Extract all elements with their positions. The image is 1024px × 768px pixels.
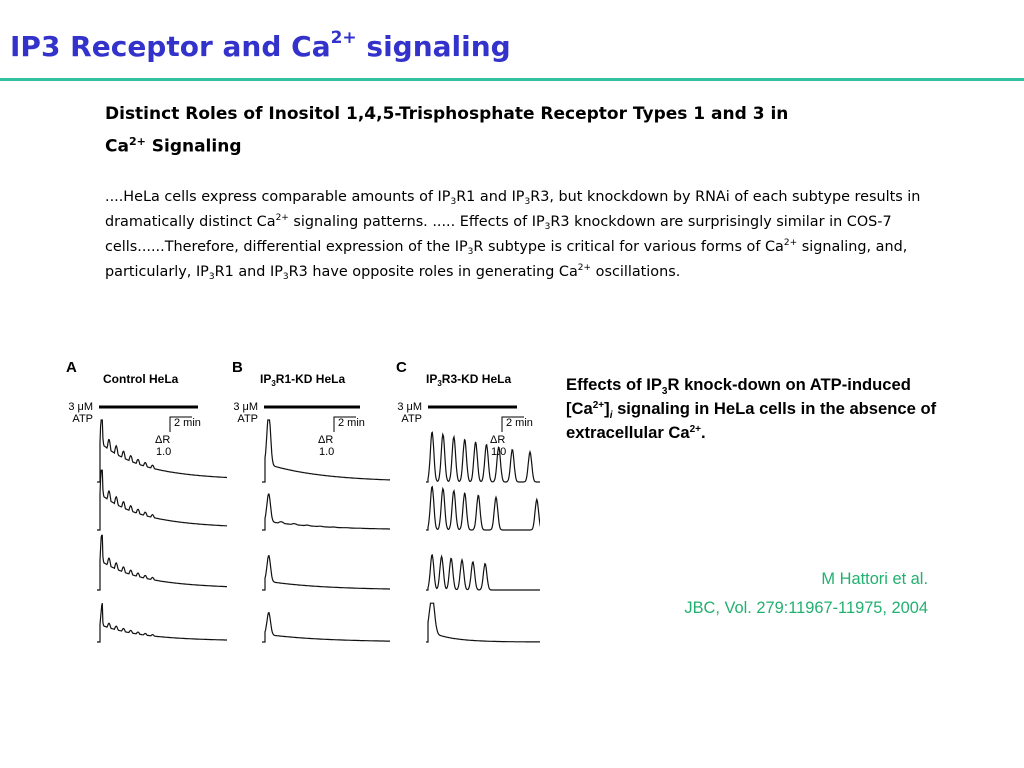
subscript: 3 xyxy=(467,247,474,257)
paper-title xyxy=(105,100,925,161)
caption-text: R knock-down on ATP-induced [Ca xyxy=(566,375,911,418)
trace xyxy=(97,603,227,642)
time-scale-label: 2 min xyxy=(506,417,533,429)
subscript: 3 xyxy=(208,272,215,282)
abstract-text: R3 knockdown are surprisingly similar in COS-7 cells......Therefore, differential expression of the IP xyxy=(105,214,892,255)
trace xyxy=(426,603,540,642)
subscript: 3 xyxy=(524,197,531,207)
trace xyxy=(426,432,540,482)
ratio-label: ΔR xyxy=(155,434,171,446)
ratio-label: ΔR xyxy=(318,434,334,446)
title-divider xyxy=(0,78,1024,81)
abstract-text: R3 have opposite roles in generating Ca xyxy=(288,264,578,280)
superscript: 2+ xyxy=(689,424,702,435)
trace xyxy=(97,535,227,590)
stim-conc-label: 3 μM xyxy=(397,401,422,413)
ratio-value: 1.0 xyxy=(319,446,335,458)
paper-title-line2-end: Signaling xyxy=(145,136,242,157)
panel-c xyxy=(396,359,540,642)
caption-text: . xyxy=(701,423,706,442)
subscript: i xyxy=(609,410,613,421)
panel-title-a: Control HeLa xyxy=(103,372,179,386)
stim-conc-label: 3 μM xyxy=(233,401,258,413)
trace xyxy=(262,494,390,530)
panel-title-b: $IP_3R1-KD$ HeLa xyxy=(260,372,346,388)
citation-author: M Hattori et al. xyxy=(821,570,928,588)
subscript: 3 xyxy=(544,222,551,232)
panel-letter-a: A xyxy=(66,359,77,376)
ratio-value: 1.0 xyxy=(491,446,507,458)
calcium-trace-figure xyxy=(62,350,540,650)
paper-title-line2: Ca xyxy=(105,136,129,157)
caption-text: Effects of IP xyxy=(566,375,662,394)
superscript: 2+ xyxy=(275,213,289,223)
trace xyxy=(426,555,540,590)
panel-title-c: $IP_3R3-KD$ HeLa xyxy=(426,372,512,388)
slide-title-text: IP3 Receptor and Ca xyxy=(10,30,331,63)
time-scale-label: 2 min xyxy=(174,417,201,429)
abstract-text: ....HeLa cells express comparable amounts of IP xyxy=(105,189,451,205)
panel-letter-c: C xyxy=(396,359,407,376)
paper-title-line1: Distinct Roles of Inositol 1,4,5-Trisphosphate Receptor Types 1 and 3 in xyxy=(105,104,789,124)
caption-text: signaling in HeLa cells in the absence of extracellular Ca xyxy=(566,399,937,442)
subscript: 3 xyxy=(450,197,457,207)
stim-name-label: ATP xyxy=(72,413,93,425)
abstract-text: R1 and IP xyxy=(456,189,525,205)
slide-title-superscript: 2+ xyxy=(330,28,357,48)
figure-caption xyxy=(566,373,941,445)
caption-text: ] xyxy=(604,399,610,418)
stim-name-label: ATP xyxy=(237,413,258,425)
abstract-text: R subtype is critical for various forms of Ca xyxy=(473,239,784,255)
trace xyxy=(97,470,227,530)
subscript: 3 xyxy=(661,386,668,397)
abstract-text: signaling, and, particularly, IP xyxy=(105,239,908,280)
abstract-excerpt xyxy=(105,185,935,285)
trace xyxy=(262,556,390,590)
abstract-text: R3, but knockdown by RNAi of each subtype results in dramatically distinct Ca xyxy=(105,189,921,230)
panel-b xyxy=(232,359,390,642)
superscript: 2+ xyxy=(577,263,592,273)
abstract-text: oscillations. xyxy=(591,264,681,280)
trace xyxy=(426,487,540,530)
trace xyxy=(262,613,390,642)
paper-title-superscript: 2+ xyxy=(128,135,146,148)
superscript: 2+ xyxy=(783,238,798,248)
stim-conc-label: 3 μM xyxy=(68,401,93,413)
ratio-value: 1.0 xyxy=(156,446,172,458)
time-scale-label: 2 min xyxy=(338,417,365,429)
panel-a xyxy=(66,359,227,642)
subscript: 3 xyxy=(282,272,289,282)
abstract-text: signaling patterns. ..... Effects of IP xyxy=(288,214,545,230)
slide-title xyxy=(10,18,511,67)
panel-letter-b: B xyxy=(232,359,243,376)
slide-title-suffix: signaling xyxy=(356,30,511,63)
stim-name-label: ATP xyxy=(401,413,422,425)
abstract-text: R1 and IP xyxy=(214,264,283,280)
trace-set-c xyxy=(426,432,540,642)
ratio-label: ΔR xyxy=(490,434,506,446)
superscript: 2+ xyxy=(592,400,605,411)
citation-journal: JBC, Vol. 279:11967-11975, 2004 xyxy=(684,599,928,617)
